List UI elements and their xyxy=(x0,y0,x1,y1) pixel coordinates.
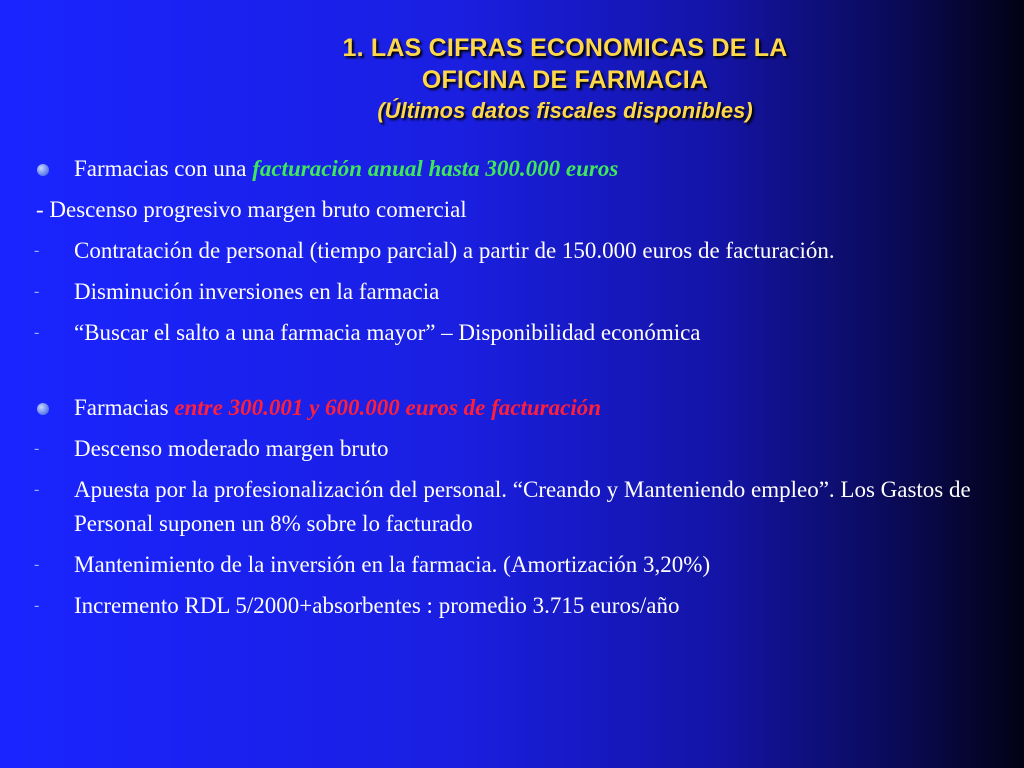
dash-marker: - xyxy=(34,242,40,259)
bullet-dot-icon xyxy=(37,164,49,176)
list-item-text: Apuesta por la profesionalización del personal. “Creando y Manteniendo empleo”. Los Gastos de Personal suponen un 8% sobre lo facturado xyxy=(74,477,971,536)
dash-marker: - xyxy=(34,283,40,300)
dash-marker: - xyxy=(34,597,40,614)
list-item xyxy=(0,473,1000,541)
dash-marker: - xyxy=(34,440,40,457)
section-1-heading: - Descenso progresivo margen bruto comercial xyxy=(36,197,467,222)
list-item xyxy=(0,589,1000,623)
bullet-highlight: entre 300.001 y 600.000 euros de facturación xyxy=(174,395,602,420)
dash-marker: - xyxy=(34,556,40,573)
bullet-text: Farmacias con una xyxy=(74,156,253,181)
list-item-text: Contratación de personal (tiempo parcial) a partir de 150.000 euros de facturación. xyxy=(74,238,835,263)
bullet-section-2 xyxy=(0,391,1000,425)
list-item-text: Disminución inversiones en la farmacia xyxy=(74,279,440,304)
dash-marker: - xyxy=(34,481,40,498)
dash-marker: - xyxy=(34,324,40,341)
list-item xyxy=(0,275,1000,309)
bullet-dot-icon xyxy=(37,403,49,415)
slide-title xyxy=(0,32,1024,126)
bullet-text: Farmacias xyxy=(74,395,175,420)
bullet-section-1 xyxy=(0,152,1000,186)
list-item xyxy=(0,234,1000,268)
list-item xyxy=(0,548,1000,582)
bullet-highlight: facturación anual hasta 300.000 euros xyxy=(252,156,619,181)
title-subtitle: (Últimos datos fiscales disponibles) xyxy=(377,98,753,123)
title-line-2: OFICINA DE FARMACIA xyxy=(421,66,709,94)
slide-body xyxy=(0,152,1000,630)
list-item-text: Descenso moderado margen bruto xyxy=(74,436,389,461)
list-item xyxy=(0,432,1000,466)
list-item-text: Mantenimiento de la inversión en la farmacia. (Amortización 3,20%) xyxy=(74,552,711,577)
list-item xyxy=(0,316,1000,350)
section-spacer xyxy=(0,357,1000,391)
list-item-text: “Buscar el salto a una farmacia mayor” – Disponibilidad económica xyxy=(74,320,701,345)
title-line-1: 1. LAS CIFRAS ECONOMICAS DE LA xyxy=(342,34,788,62)
list-item-text: Incremento RDL 5/2000+absorbentes : promedio 3.715 euros/año xyxy=(74,593,680,618)
